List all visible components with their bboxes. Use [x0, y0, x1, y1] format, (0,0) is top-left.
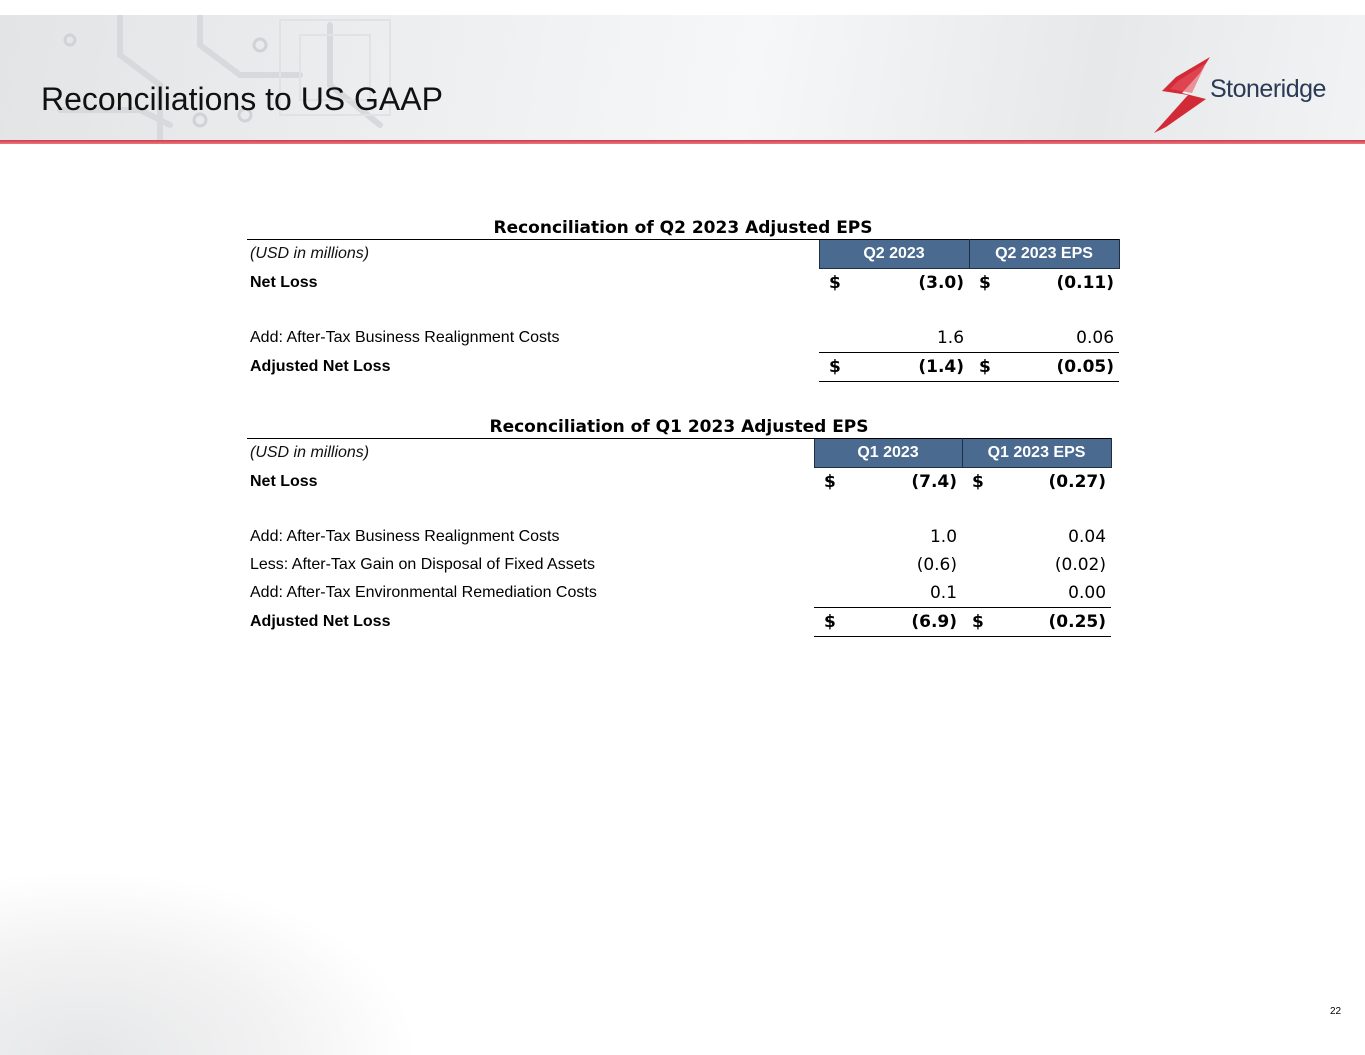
stoneridge-s-icon — [1148, 55, 1218, 137]
slide-title: Reconciliations to US GAAP — [41, 81, 443, 117]
stoneridge-logo — [1148, 55, 1348, 137]
column-header-period: Q2 2023 — [819, 240, 969, 269]
units-label: (USD in millions) — [247, 439, 814, 468]
value-cell: (3.0) — [918, 273, 965, 293]
eps-cell: (0.11) — [1056, 273, 1115, 293]
row-label: Add: After-Tax Environmental Remediation Costs — [250, 584, 597, 602]
eps-cell: 0.00 — [1068, 583, 1107, 603]
decorative-corner-graphic — [0, 870, 420, 1055]
currency-symbol: $ — [819, 353, 849, 382]
currency-symbol: $ — [829, 273, 841, 293]
value-cell: (6.9) — [844, 608, 962, 637]
value-cell: 1.0 — [929, 527, 958, 547]
eps-cell: (0.02) — [1054, 555, 1107, 575]
q1-reconciliation-table — [247, 416, 1111, 637]
row-label: Adjusted Net Loss — [250, 613, 391, 630]
adjusted-net-loss-row — [247, 608, 1111, 637]
currency-symbol: $ — [824, 472, 836, 492]
table-title: Reconciliation of Q1 2023 Adjusted EPS — [489, 417, 869, 437]
adjustment-row — [247, 551, 1111, 579]
currency-symbol: $ — [979, 273, 991, 293]
row-label: Net Loss — [250, 472, 318, 490]
currency-symbol: $ — [814, 608, 844, 637]
eps-cell: (0.25) — [992, 608, 1111, 637]
spacer-row — [247, 496, 1111, 523]
currency-symbol: $ — [972, 472, 984, 492]
table-title: Reconciliation of Q2 2023 Adjusted EPS — [493, 218, 873, 238]
column-header-period: Q1 2023 — [814, 439, 962, 468]
eps-cell: 0.04 — [1068, 527, 1107, 547]
value-cell: (0.6) — [916, 555, 958, 575]
header-band — [0, 15, 1365, 140]
adjusted-net-loss-row — [247, 353, 1119, 382]
row-label: Add: After-Tax Business Realignment Costs — [250, 329, 560, 347]
currency-symbol: $ — [969, 353, 999, 382]
value-cell: (1.4) — [849, 353, 969, 382]
adjustment-row — [247, 523, 1111, 551]
header-row — [247, 439, 1111, 468]
q2-reconciliation-table — [247, 217, 1119, 382]
value-cell: 1.6 — [936, 328, 965, 348]
net-loss-row — [247, 269, 1119, 298]
header-red-rule — [0, 140, 1365, 144]
column-header-eps: Q1 2023 EPS — [962, 439, 1111, 468]
value-cell: 0.1 — [929, 583, 958, 603]
page-number: 22 — [1330, 1006, 1342, 1017]
currency-symbol: $ — [962, 608, 992, 637]
value-cell: (7.4) — [911, 472, 958, 492]
row-label: Add: After-Tax Business Realignment Costs — [250, 528, 560, 545]
eps-cell: (0.27) — [1048, 472, 1107, 492]
eps-cell: 0.06 — [1076, 328, 1115, 348]
column-header-eps: Q2 2023 EPS — [969, 240, 1119, 269]
adjustment-row — [247, 324, 1119, 353]
row-label: Less: After-Tax Gain on Disposal of Fixed Assets — [250, 556, 596, 573]
eps-cell: (0.05) — [999, 353, 1119, 382]
net-loss-row — [247, 468, 1111, 497]
row-label: Adjusted Net Loss — [250, 358, 391, 375]
spacer-row — [247, 297, 1119, 324]
header-row — [247, 240, 1119, 269]
adjustment-row — [247, 579, 1111, 608]
row-label: Net Loss — [250, 273, 318, 291]
units-label: (USD in millions) — [247, 240, 819, 269]
logo-wordmark: Stoneridge — [1210, 75, 1326, 103]
